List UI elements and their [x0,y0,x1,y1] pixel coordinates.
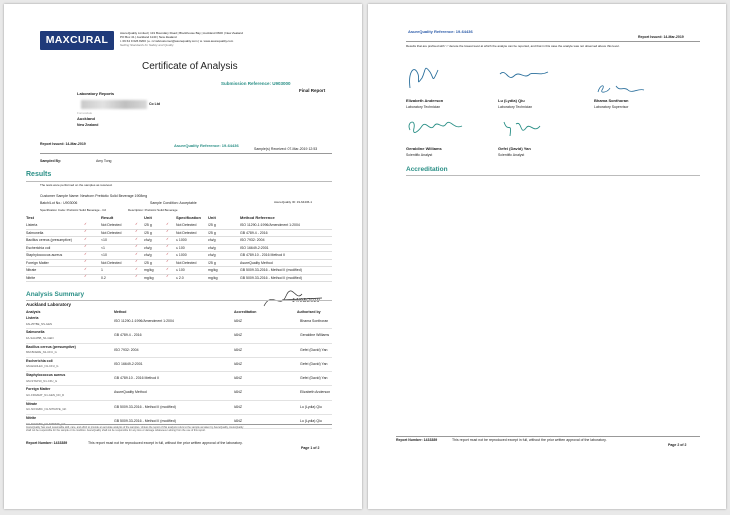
table-cell: cfu/g [208,245,216,250]
summary-row [26,401,332,415]
footer-notice: This report must not be reproduced except in full, without the prior written approval of the laboratory. [88,441,243,445]
summary-cell: Bacillus cereus (presumptive) [26,344,76,349]
summary-row [26,344,332,358]
signatory-title-1: Laboratory Technician [406,105,441,109]
table-cell: <10 [101,238,107,242]
table-cell: ≤ 1000 [176,238,187,242]
check-mark-icon: ✓ [135,251,138,256]
summary-cell: Salmonella [26,330,45,335]
table-cell: Not Detected [101,260,122,265]
check-mark-icon: ✓ [166,229,169,233]
summary-cell: Listeria [26,316,39,320]
table-cell: ISO 7932: 2004 [240,238,265,242]
check-mark-icon: ✓ [166,266,169,271]
table-cell: GB 5009.33-2016 - Method II (modified) [240,275,302,280]
check-mark-icon: ✓ [135,221,138,226]
sampled-by-value: Amy Tong [96,159,112,163]
signatory-name-5: Gefei (David) Yan [498,146,531,151]
summary-cell: IANZ [234,319,242,323]
company-logo: MAXCURAL [40,31,114,50]
summary-table [26,315,332,429]
batch-lot: Batch/Lot No.: U903006 [40,201,78,205]
samples-received: Sample(s) Received: 07-Mar-2019 12:53 [254,147,318,151]
table-row [26,245,332,253]
table-cell: <10 [101,253,107,257]
signature-qiu-icon [496,66,552,86]
table-cell: GB 4789.10 - 2016 Method II [240,253,286,257]
table-cell: 1 [101,268,103,272]
check-mark-icon: ✓ [84,266,87,271]
table-cell: Not Detected [101,223,122,227]
p2-footer-notice: This report must not be reproduced except in full, without the prior written approval of the laboratory. [452,438,607,442]
summary-cell: FAL25TBE_NS-GEN [26,321,52,326]
check-mark-icon: ✓ [166,274,169,278]
summary-row [26,386,332,400]
check-mark-icon: ✓ [135,266,138,271]
table-cell: mg/kg [208,275,218,280]
results-table [26,222,332,282]
table-cell: /25 g [208,223,216,227]
recipient-company-suffix: Co Ltd [149,102,161,106]
table-cell: mg/kg [208,268,218,272]
description: Description: Prebiotic Solid Beverage [128,208,178,212]
document-title: Certificate of Analysis [142,61,238,72]
table-cell: Not Detected [176,223,197,227]
p2-report-number: Report Number: 1433389 [396,438,438,442]
table-cell: ≤ 100 [176,268,185,272]
table-cell: /25 g [144,223,152,227]
summary-cell: GM-STAP10_N1-CFU_G [26,378,58,383]
signatory-name-3: Bhama Sonthoran [594,98,629,103]
signatory-title-5: Scientific Analyst [498,153,525,157]
table-cell: ≤ 1000 [176,253,187,257]
summary-cell: IANZ [234,404,242,409]
table-cell: /25 g [208,230,216,235]
check-mark-icon: ✓ [166,221,169,226]
table-cell: cfu/g [208,238,216,242]
summary-cell: Bhama Sonthoran [300,319,329,323]
summary-col-accreditation: Accreditation [234,310,257,314]
summary-cell: GB 5009.33-2016 - Method II (modified) [114,404,176,409]
signatory-title-3: Laboratory Supervisor [594,105,629,109]
table-cell: Nitrite [26,275,36,280]
check-mark-icon: ✓ [166,236,169,241]
address-line-2: PO Box 41 | Auckland 1140 | New Zealand [120,35,177,39]
report-page-1 [4,4,362,509]
summary-cell: GC-NO3GBC_N1-NITRITE_GK [26,421,66,426]
table-cell: Not Detected [101,230,122,235]
table-cell: <1 [101,245,105,250]
summary-cell: ISO 16649-2:2001 [114,361,143,366]
table-cell: /25 g [208,260,216,265]
summary-cell: Elizabeth Anderson [300,390,331,395]
summary-cell: Gefei (David) Yan [300,376,328,381]
table-cell: Bacillus cereus (presumptive) [26,238,72,242]
summary-cell: Foreign Matter [26,387,51,392]
table-cell: Not Detected [176,230,197,235]
summary-cell: IANZ [234,361,242,366]
col-method: Method Reference [240,215,275,220]
signature-anderson-icon [404,60,444,92]
table-cell: cfu/g [144,253,152,257]
check-mark-icon: ✓ [84,259,87,263]
summary-cell: Escherichia coli [26,358,53,363]
customer-sample-name: Customer Sample Name: Newborn Prebiotic Solid Beverage 1908mg [40,194,148,198]
table-row [26,260,332,268]
table-row [26,275,332,283]
fine-print-1: AsureQuality has used reasonable skill, care, and effort to provide an accurate analysis of the samples. Unless the report of this analysis refers to the sample as taken by AsureQuality, AsureQuality [26,426,244,429]
table-cell: mg/kg [144,275,154,280]
check-mark-icon: ✓ [135,274,138,278]
signature-sonthoran-icon [594,82,652,96]
table-cell: Listeria [26,223,38,227]
table-row [26,237,332,245]
table-row [26,222,332,230]
summary-cell: ISO 11290-1:1996/Amendment 1:2004 [114,319,174,323]
table-cell: 0.2 [101,275,106,280]
lab-heading: Auckland Laboratory [26,302,72,307]
col-spec-unit: Unit [208,215,216,220]
col-result: Result [101,215,114,220]
summary-cell: AsureQuality Method [114,390,147,395]
summary-cell: GB 4789.10 - 2016 Method II [114,376,160,381]
summary-cell: ISO 7932: 2004 [114,347,139,352]
summary-col-method: Method [114,310,127,314]
table-cell: Escherichia coli [26,245,51,250]
table-cell: cfu/g [208,253,216,257]
check-mark-icon: ✓ [84,274,87,278]
table-cell: Foreign Matter [26,260,49,265]
p2-report-issued: Report Issued: 14-Mar-2019 [638,35,684,39]
table-cell: ISO 16649-2:2001 [240,245,269,250]
analysis-summary-heading: Analysis Summary [26,291,85,298]
summary-cell: IANZ [234,347,242,352]
summary-cell: IANZ [234,376,242,381]
signature-yan-icon [498,116,546,142]
check-mark-icon: ✓ [84,236,87,241]
summary-row [26,315,332,329]
summary-cell: Staphylococcus aureus [26,373,66,378]
p2-asurequality-reference: AsureQuality Reference: 19-64436 [408,29,473,34]
table-cell: ≤ 100 [176,245,185,250]
summary-cell: Gefei (David) Yan [300,361,328,366]
table-cell: cfu/g [144,245,152,250]
recipient-heading: Laboratory Reports [77,91,115,96]
specification-code: Specification Code: Prebiotic Solid Beverage - C2 [40,208,107,212]
table-cell: GB 5009.33-2016 - Method II (modified) [240,268,302,272]
table-row [26,230,332,238]
recipient-extra: Forrestdale [77,111,93,115]
check-mark-icon: ✓ [84,221,87,226]
table-cell: AsureQuality Method [240,260,273,265]
report-status: Final Report [299,88,326,93]
signatory-name-4: Geraldine Williams [406,146,442,151]
table-cell: Staphylococcus aureus [26,253,63,257]
asurequality-reference: AsureQuality Reference: 19-64436 [174,143,239,148]
submission-reference: Submission Reference: U903000 [221,81,291,86]
table-cell: mg/kg [144,268,154,272]
page-number: Page 1 of 2 [301,446,320,450]
summary-row [26,329,332,343]
recipient-city: Auckland [77,116,96,121]
summary-cell: GB 4789.4 - 2016 [114,333,142,338]
results-note: The tests were performed on the samples as received. [40,183,113,187]
col-test: Test [26,215,34,220]
check-mark-icon: ✓ [84,229,87,233]
check-mark-icon: ✓ [166,251,169,256]
summary-cell: MM-BCERE_N1-CFU_G [26,350,57,355]
summary-col-analysis: Analysis [26,310,41,314]
check-mark-icon: ✓ [166,244,169,248]
summary-cell: IANZ [234,390,242,395]
address-line-4: Setting Standards for Safety and Quality [120,43,174,47]
summary-cell: GC-FRGMAT_N1-GEN_NO_D [26,392,65,397]
summary-row [26,358,332,372]
signatory-title-2: Laboratory Technician [498,105,533,109]
signature-williams-icon [404,116,468,142]
summary-cell: Nitrite [26,416,37,421]
accreditation-heading: Accreditation [406,166,448,173]
table-row [26,252,332,260]
table-cell: GB 4789.4 - 2016 [240,230,268,235]
col-specification: Specification [176,215,201,220]
table-cell: ≤ 2.0 [176,275,184,280]
check-mark-icon: ✓ [135,259,138,263]
summary-cell: Nitrate [26,401,38,406]
check-mark-icon: ✓ [135,244,138,248]
summary-cell: FA-SALM5B_N1-GEN [26,335,54,340]
check-mark-icon: ✓ [84,244,87,248]
summary-cell: GM-EGDLEC_N1-CFU_G [26,364,59,369]
summary-cell: GB 5009.33-2016 - Method II (modified) [114,419,176,424]
table-cell: /25 g [144,230,152,235]
summary-cell: GC-NO3GBC_N1-NITRATE_GK [26,407,67,412]
table-cell: Nitrate [26,268,37,272]
summary-cell: Gefei (David) Yan [300,347,328,352]
summary-cell: IANZ [234,333,242,338]
table-cell: ISO 11290-1:1996/Amendment 1:2004 [240,223,300,227]
table-row [26,267,332,275]
summary-cell: Geraldine Williams [300,333,330,338]
report-number: Report Number: 1433389 [26,441,68,445]
fine-print-2: shall not be responsible for the sample or its condition. AsureQuality shall not be responsible for any loss or damage whatsoever arising from the use of this report. [26,429,206,432]
p2-page-number: Page 2 of 2 [668,443,687,447]
table-cell: /25 g [144,260,152,265]
table-cell: cfu/g [144,238,152,242]
sampled-by-label: Sampled By: [40,159,62,163]
check-mark-icon: ✓ [135,229,138,233]
report-page-2 [368,4,726,509]
check-mark-icon: ✓ [135,236,138,241]
table-cell: Salmonella [26,230,44,235]
table-cell: Not Detected [176,260,197,265]
address-line-3: t. 09 64 9 626 8200 | e. nz.labcustomer@asurequality.com | w. www.asurequality.com [120,39,234,43]
recipient-country: New Zealand [77,123,99,127]
check-mark-icon: ✓ [166,259,169,263]
signatory-name-2: Lu (Lydia) Qiu [498,98,525,103]
summary-row [26,372,332,386]
report-issued: Report Issued: 14-Mar-2019 [40,142,86,146]
signatory-title-4: Scientific Analyst [406,153,433,157]
p2-intro-note: Results that are prefixed with '<' denote the lowest level at which the analyte can be reported, and that in this case the analyte was not observed above this level. [406,44,620,48]
signature-date: 14/03/2019 [292,298,320,304]
summary-cell: IANZ [234,419,242,424]
summary-col-authorised: Authorised by [297,310,321,314]
signatory-name-1: Elizabeth Anderson [406,98,444,103]
address-line-1: AsureQuality Limited | 131 Boundary Road | Blockhouse Bay | Auckland 0600 | New Zealand [120,31,244,35]
asurequality-id: AsureQuality ID: 19-64436-1 [274,200,313,204]
check-mark-icon: ✓ [84,251,87,256]
sample-condition: Sample Condition: Acceptable [150,201,197,205]
redacted-company-name [81,100,147,109]
col-unit: Unit [144,215,152,220]
results-heading: Results [26,171,52,178]
summary-cell: Lu (Lydia) Qiu [300,419,322,424]
summary-cell: Lu (Lydia) Qiu [300,404,322,409]
